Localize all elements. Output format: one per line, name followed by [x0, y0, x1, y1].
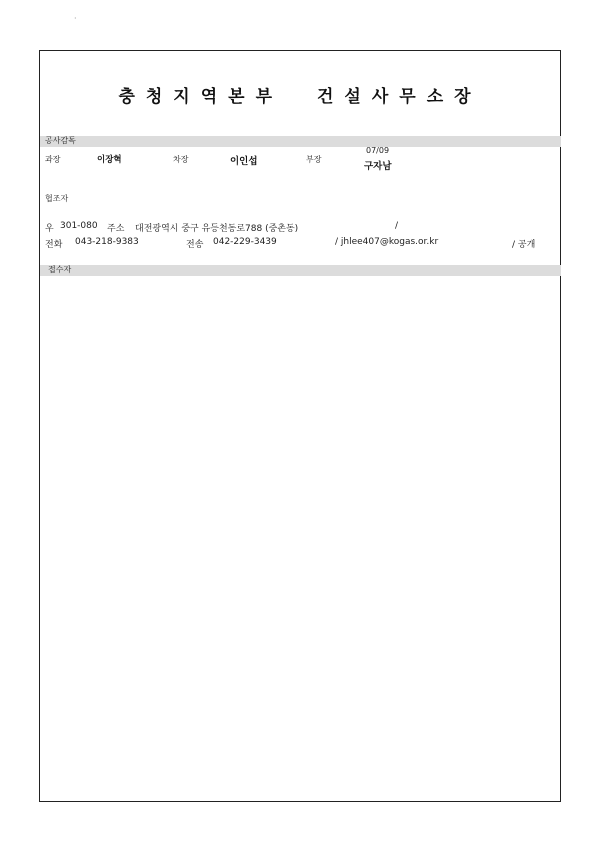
postal-code: 301-080: [60, 221, 98, 231]
head-label: 부장: [306, 155, 322, 164]
fax-label: 전송: [186, 240, 204, 250]
postal-label: 우: [45, 224, 54, 234]
title-position: 건설사무소장: [317, 87, 482, 107]
manager-label: 과장: [45, 155, 61, 164]
scan-mark: ·: [74, 14, 77, 23]
email-address: / jhlee407@kogas.or.kr: [335, 237, 439, 247]
title-office: 충청지역본부: [118, 87, 283, 107]
cooperator-label: 협조자: [45, 194, 69, 203]
head-signature: 구자남: [364, 161, 392, 172]
address-label: 주소: [107, 224, 125, 234]
receiver-header-bar: [40, 265, 561, 276]
address-slash: /: [395, 221, 399, 231]
document-title: [0, 82, 600, 107]
phone-label: 전화: [45, 240, 63, 250]
manager-signature: 이장혁: [97, 155, 122, 165]
receiver-label: 접수자: [48, 265, 72, 274]
supervision-label: 공사감독: [45, 136, 76, 145]
deputy-signature: 이인섭: [230, 156, 258, 167]
phone-number: 043-218-9383: [75, 237, 139, 247]
fax-number: 042-229-3439: [213, 237, 277, 247]
supervision-header-bar: [40, 136, 561, 147]
address-value: 대전광역시 중구 유등천동로788 (중촌동): [135, 224, 299, 234]
head-date: 07/09: [366, 146, 390, 155]
deputy-label: 차장: [173, 155, 189, 164]
disclosure-status: / 공개: [512, 240, 536, 250]
